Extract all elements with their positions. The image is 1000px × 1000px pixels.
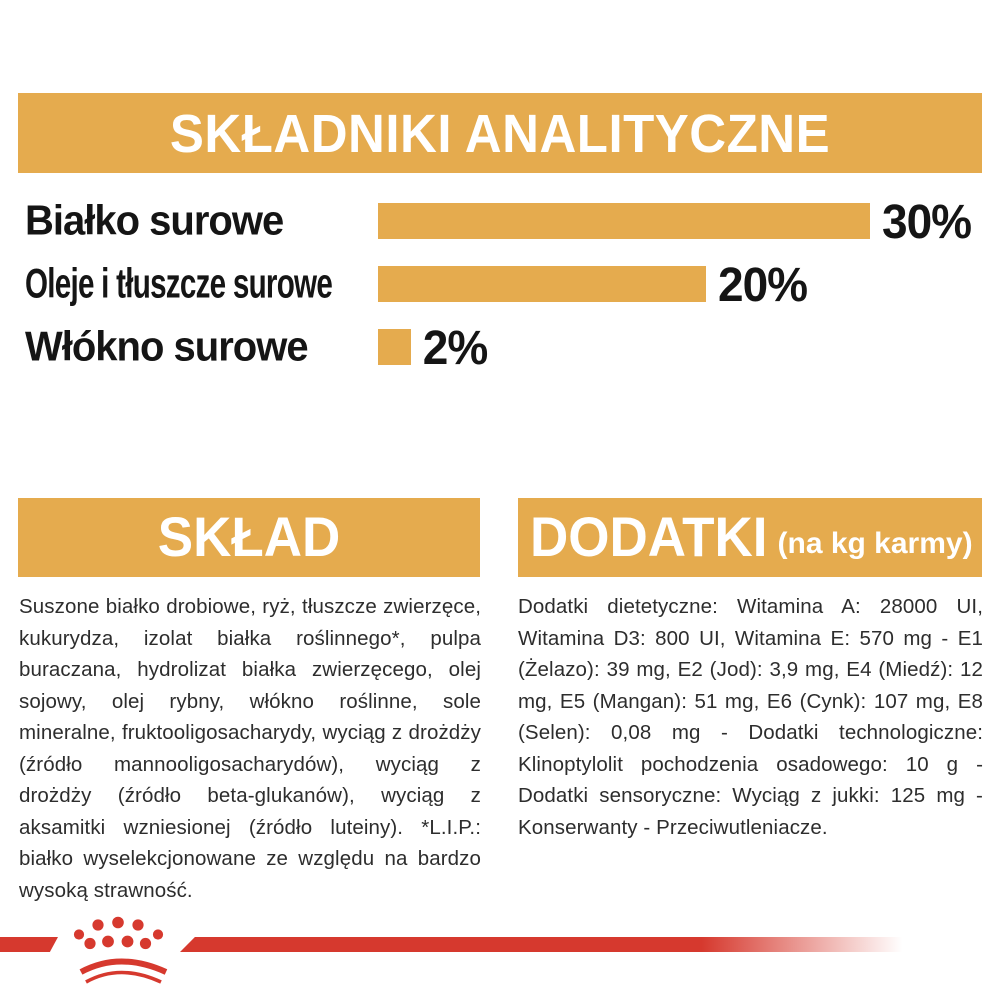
chart-bar (378, 203, 870, 239)
chart-bar-label: Włókno surowe (25, 323, 308, 370)
analytical-components-title: SKŁADNIKI ANALITYCZNE (169, 102, 831, 164)
chart-row (25, 319, 985, 375)
footer-stripe-left (0, 937, 58, 952)
chart-bar-value: 2% (422, 319, 488, 375)
chart-bar-label: Oleje i tłuszcze surowe (25, 260, 333, 307)
chart-bar-value: 30% (882, 193, 972, 249)
additives-title-suffix: (na kg karmy) (777, 526, 973, 560)
chart-row (25, 256, 985, 312)
chart-bar-label: Białko surowe (25, 197, 284, 244)
additives-text: Dodatki dietetyczne: Witamina A: 28000 UI, Witamina D3: 800 UI, Witamina E: 570 mg - E1 (Żelazo): 39 mg, E2 (Jod): 3,9 mg, E4 (Miedź): 12 mg, E5 (Mangan): 51 mg, E6 (Cynk): 107 mg, E8 (Selen): 0,08 mg - Dodatki technologiczne: Klinoptylolit pochodzenia osadowego: 10 g - Dodatki sensoryczne: Wyciąg z jukki: 125 mg - Konserwanty - Przeciwutleniacze. (518, 595, 983, 839)
chart-bar (378, 329, 411, 365)
footer-stripe-right (180, 937, 925, 952)
analytical-components-banner (18, 93, 982, 173)
composition-title: SKŁAD (157, 506, 341, 569)
chart-row (25, 193, 985, 249)
additives-title: DODATKI (530, 506, 768, 569)
composition-banner (18, 498, 480, 577)
analytical-components-chart (25, 193, 985, 392)
royal-canin-crown-logo (58, 903, 178, 995)
chart-bar-value: 20% (718, 256, 808, 312)
composition-text: Suszone białko drobiowe, ryż, tłuszcze zwierzęce, kukurydza, izolat białka roślinnego*, pulpa buraczana, hydrolizat białka zwierzęcego, olej sojowy, olej rybny, włókno roślinne, sole mineralne, fruktooligosacharydy, wyciąg z drożdży (źródło mannooligosacharydów), wyciąg z drożdży (źródło beta-glukanów), wyciąg z aksamitki wzniesionej (źródło luteiny). *L.I.P.: białko wyselekcjonowane ze względu na bardzo wysoką strawność. (19, 595, 481, 902)
chart-bar (378, 266, 706, 302)
additives-banner (518, 498, 982, 577)
